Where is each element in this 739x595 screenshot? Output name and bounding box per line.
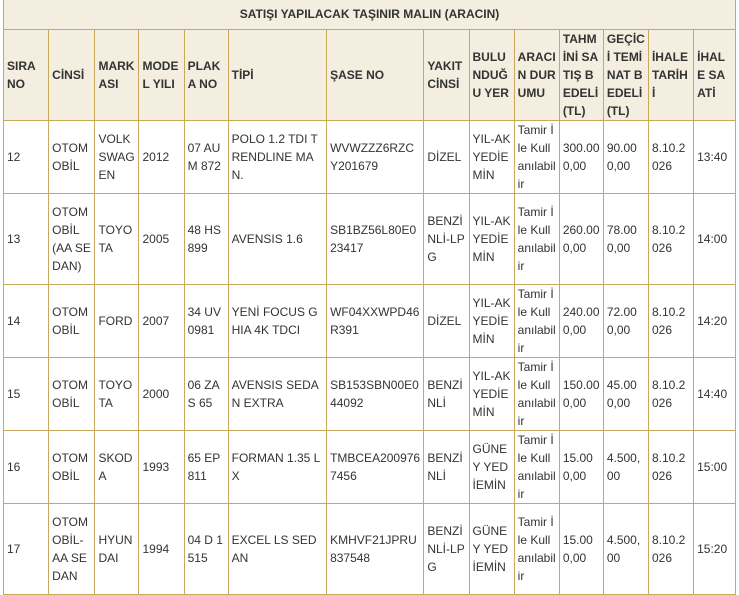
cell-gecici-teminat-bedeli: 78.000,00 bbox=[603, 194, 648, 285]
cell-tahmini-satis-bedeli: 260.000,00 bbox=[559, 194, 603, 285]
cell-sase-no: WF04XXWPD46R391 bbox=[327, 285, 424, 358]
cell-ihale-saati: 15:20 bbox=[694, 504, 736, 595]
cell-plaka-no: 65 EP 811 bbox=[184, 431, 228, 504]
cell-bulundugu-yer: YIL-AK YEDİEMİN bbox=[469, 194, 514, 285]
table-row bbox=[4, 285, 736, 358]
cell-ihale-saati: 14:20 bbox=[694, 285, 736, 358]
header-bulundugu-yer: BULUNDUĞU YER bbox=[469, 30, 514, 121]
cell-model-yili: 1993 bbox=[139, 431, 184, 504]
cell-markasi: TOYOTA bbox=[95, 194, 139, 285]
cell-sira-no: 16 bbox=[4, 431, 49, 504]
cell-cinsi: OTOMOBİL-AA SEDAN bbox=[49, 504, 95, 595]
cell-bulundugu-yer: YIL-AK YEDİEMİN bbox=[469, 358, 514, 431]
cell-gecici-teminat-bedeli: 45.000,00 bbox=[603, 358, 648, 431]
cell-bulundugu-yer: YIL-AK YEDİEMİN bbox=[469, 121, 514, 194]
cell-ihale-saati: 14:00 bbox=[694, 194, 736, 285]
cell-cinsi: OTOMOBİL bbox=[49, 431, 95, 504]
cell-ihale-saati: 13:40 bbox=[694, 121, 736, 194]
header-cinsi: CİNSİ bbox=[49, 30, 95, 121]
cell-ihale-tarihi: 8.10.2026 bbox=[648, 431, 693, 504]
cell-tipi: AVENSIS SEDAN EXTRA bbox=[228, 358, 326, 431]
cell-gecici-teminat-bedeli: 4.500,00 bbox=[603, 431, 648, 504]
header-gecici-teminat-bedeli: GEÇİCİ TEMİNAT BEDELİ (TL) bbox=[603, 30, 648, 121]
cell-sira-no: 17 bbox=[4, 504, 49, 595]
cell-tahmini-satis-bedeli: 15.000,00 bbox=[559, 431, 603, 504]
cell-cinsi: OTOMOBİL (AA SEDAN) bbox=[49, 194, 95, 285]
header-markasi: MARKASI bbox=[95, 30, 139, 121]
cell-sase-no: KMHVF21JPRU837548 bbox=[327, 504, 424, 595]
cell-yakit-cinsi: BENZİNLİ bbox=[424, 358, 469, 431]
table-row bbox=[4, 358, 736, 431]
cell-markasi: TOYOTA bbox=[95, 358, 139, 431]
cell-bulundugu-yer: GÜNEY YEDİEMİN bbox=[469, 504, 514, 595]
cell-ihale-tarihi: 8.10.2026 bbox=[648, 504, 693, 595]
table-row bbox=[4, 504, 736, 595]
cell-aracin-durumu: Tamir İle Kullanılabilir bbox=[514, 285, 559, 358]
cell-gecici-teminat-bedeli: 4.500,00 bbox=[603, 504, 648, 595]
cell-sase-no: SB1BZ56L80E023417 bbox=[327, 194, 424, 285]
cell-plaka-no: 34 UV 0981 bbox=[184, 285, 228, 358]
cell-ihale-saati: 15:00 bbox=[694, 431, 736, 504]
cell-yakit-cinsi: DİZEL bbox=[424, 121, 469, 194]
cell-tipi: YENİ FOCUS GHIA 4K TDCI bbox=[228, 285, 326, 358]
cell-model-yili: 2000 bbox=[139, 358, 184, 431]
cell-plaka-no: 48 HS 899 bbox=[184, 194, 228, 285]
header-row bbox=[4, 30, 736, 121]
header-plaka-no: PLAKA NO bbox=[184, 30, 228, 121]
cell-aracin-durumu: Tamir İle Kullanılabilir bbox=[514, 194, 559, 285]
cell-model-yili: 1994 bbox=[139, 504, 184, 595]
cell-sira-no: 12 bbox=[4, 121, 49, 194]
cell-model-yili: 2005 bbox=[139, 194, 184, 285]
cell-gecici-teminat-bedeli: 72.000,00 bbox=[603, 285, 648, 358]
table-title: SATIŞI YAPILACAK TAŞINIR MALIN (ARACIN) bbox=[4, 0, 736, 30]
cell-yakit-cinsi: BENZİNLİ-LPG bbox=[424, 194, 469, 285]
cell-tahmini-satis-bedeli: 300.000,00 bbox=[559, 121, 603, 194]
header-ihale-saati: İHALE SAATİ bbox=[694, 30, 736, 121]
table-row bbox=[4, 194, 736, 285]
cell-bulundugu-yer: GÜNEY YEDİEMİN bbox=[469, 431, 514, 504]
cell-tahmini-satis-bedeli: 240.000,00 bbox=[559, 285, 603, 358]
cell-cinsi: OTOMOBİL bbox=[49, 121, 95, 194]
cell-ihale-tarihi: 8.10.2026 bbox=[648, 194, 693, 285]
header-ihale-tarihi: İHALE TARİHİ bbox=[648, 30, 693, 121]
vehicle-sale-table bbox=[3, 0, 736, 595]
cell-cinsi: OTOMOBİL bbox=[49, 358, 95, 431]
cell-aracin-durumu: Tamir İle Kullanılabilir bbox=[514, 504, 559, 595]
cell-plaka-no: 04 D 1515 bbox=[184, 504, 228, 595]
cell-sira-no: 14 bbox=[4, 285, 49, 358]
header-sase-no: ŞASE NO bbox=[327, 30, 424, 121]
cell-tipi: EXCEL LS SEDAN bbox=[228, 504, 326, 595]
cell-tipi: POLO 1.2 TDI TRENDLINE MAN. bbox=[228, 121, 326, 194]
header-aracin-durumu: ARACIN DURUMU bbox=[514, 30, 559, 121]
header-model-yili: MODEL YILI bbox=[139, 30, 184, 121]
cell-markasi: HYUNDAI bbox=[95, 504, 139, 595]
cell-markasi: FORD bbox=[95, 285, 139, 358]
cell-tipi: FORMAN 1.35 LX bbox=[228, 431, 326, 504]
cell-tahmini-satis-bedeli: 15.000,00 bbox=[559, 504, 603, 595]
cell-tahmini-satis-bedeli: 150.000,00 bbox=[559, 358, 603, 431]
cell-sase-no: WVWZZZ6RZCY201679 bbox=[327, 121, 424, 194]
cell-plaka-no: 07 AUM 872 bbox=[184, 121, 228, 194]
cell-sase-no: TMBCEA2009767456 bbox=[327, 431, 424, 504]
table-row bbox=[4, 431, 736, 504]
cell-bulundugu-yer: YIL-AK YEDİEMİN bbox=[469, 285, 514, 358]
cell-yakit-cinsi: BENZİNLİ-LPG bbox=[424, 504, 469, 595]
cell-sira-no: 15 bbox=[4, 358, 49, 431]
cell-yakit-cinsi: BENZİNLİ bbox=[424, 431, 469, 504]
table-body bbox=[4, 121, 736, 595]
cell-ihale-tarihi: 8.10.2026 bbox=[648, 121, 693, 194]
table-row bbox=[4, 121, 736, 194]
header-sira-no: SIRA NO bbox=[4, 30, 49, 121]
cell-sira-no: 13 bbox=[4, 194, 49, 285]
cell-sase-no: SB153SBN00E044092 bbox=[327, 358, 424, 431]
header-tahmini-satis-bedeli: TAHMİNİ SATIŞ BEDELİ (TL) bbox=[559, 30, 603, 121]
cell-ihale-tarihi: 8.10.2026 bbox=[648, 285, 693, 358]
cell-aracin-durumu: Tamir İle Kullanılabilir bbox=[514, 358, 559, 431]
cell-plaka-no: 06 ZAS 65 bbox=[184, 358, 228, 431]
cell-markasi: VOLKSWAGEN bbox=[95, 121, 139, 194]
cell-ihale-saati: 14:40 bbox=[694, 358, 736, 431]
cell-aracin-durumu: Tamir İle Kullanılabilir bbox=[514, 121, 559, 194]
cell-tipi: AVENSIS 1.6 bbox=[228, 194, 326, 285]
cell-markasi: SKODA bbox=[95, 431, 139, 504]
header-tipi: TİPİ bbox=[228, 30, 326, 121]
cell-model-yili: 2012 bbox=[139, 121, 184, 194]
cell-cinsi: OTOMOBİL bbox=[49, 285, 95, 358]
cell-ihale-tarihi: 8.10.2026 bbox=[648, 358, 693, 431]
cell-aracin-durumu: Tamir İle Kullanılabilir bbox=[514, 431, 559, 504]
cell-model-yili: 2007 bbox=[139, 285, 184, 358]
cell-gecici-teminat-bedeli: 90.000,00 bbox=[603, 121, 648, 194]
header-yakit-cinsi: YAKIT CİNSİ bbox=[424, 30, 469, 121]
cell-yakit-cinsi: DİZEL bbox=[424, 285, 469, 358]
